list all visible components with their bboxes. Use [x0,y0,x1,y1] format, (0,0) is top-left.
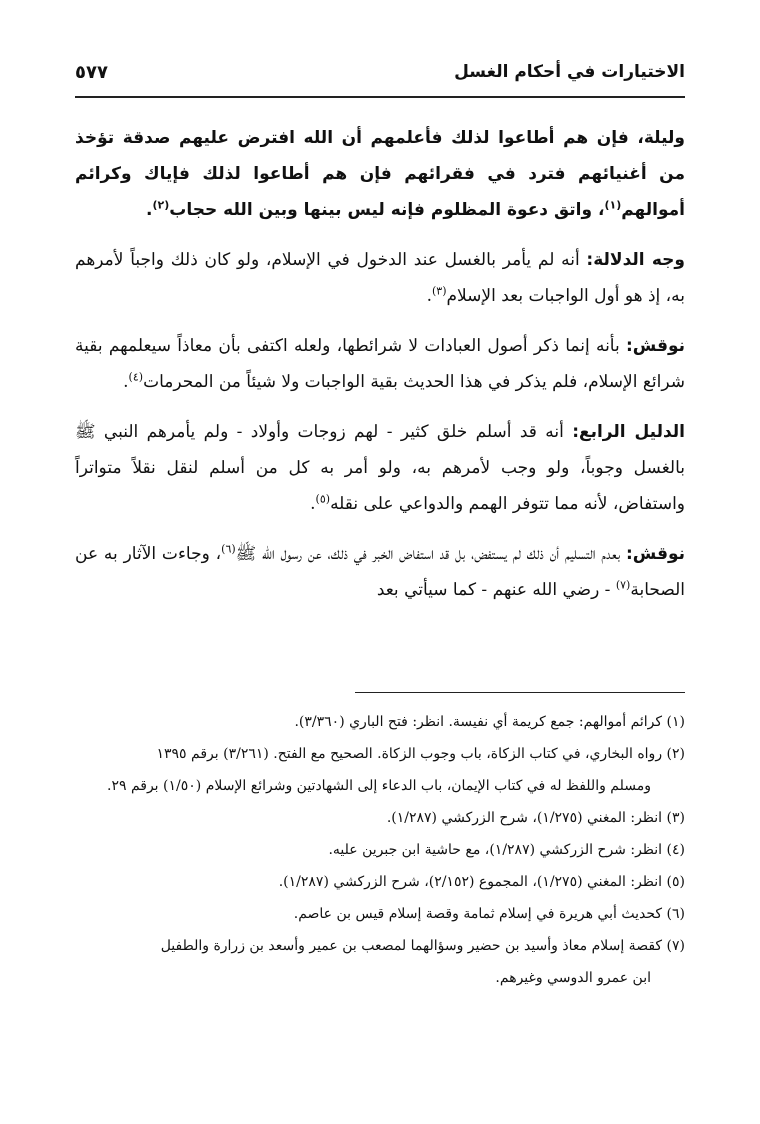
paragraph-text: بعدم التسليم أن ذلك لم يستفض، بل قد استفاض الخبر في ذلك، عن رسول الله ﷺ [235,544,626,564]
footnote-ref[interactable]: (٦) [221,542,236,556]
footnote-continuation: ومسلم واللفظ له في كتاب الإيمان، باب الدعاء إلى الشهادتين وشرائع الإسلام (١/٥٠) برقم ٢٩. [107,778,651,794]
footnote-number: (٥) [666,874,685,890]
footnote-ref[interactable]: (١) [604,198,622,212]
footnote-ref[interactable]: (٥) [315,492,331,506]
paragraph-lead: نوقش: [625,544,685,564]
footnote [75,930,685,962]
paragraph-text: - رضي الله عنهم - كما سيأتي بعد [376,580,616,600]
footnote-text: كرائم أموالهم: جمع كريمة أي نفيسة. انظر: فتح الباري (٣/٣٦٠). [294,714,663,730]
footnote-number: (٢) [666,746,685,762]
paragraph-fourth-evidence [75,414,685,522]
footnote-number: (٦) [666,906,685,922]
paragraph-text: بأنه إنما ذكر أصول العبادات لا شرائطها، ولعله اكتفى بأن معاذاً سيعلمهم بقية شرائع الإسلام، فلم يذكر في هذا الحديث بقية الواجبات ولا شيئاً من المحرمات [75,336,685,392]
paragraph-hadith [75,120,685,228]
footnote-text: انظر: المغني (١/٢٧٥)، شرح الزركشي (١/٢٨٧). [386,810,663,826]
footnote [75,706,685,738]
paragraph-text: . [426,286,432,306]
footnote-ref[interactable]: (٧) [615,578,631,592]
footnote-ref[interactable]: (٢) [152,198,170,212]
paragraph-text: . [310,494,316,514]
footnote-ref[interactable]: (٤) [128,370,144,384]
footnote-number: (١) [666,714,685,730]
paragraph-text: ، وجاءت الآثار به عن الصحابة [75,544,685,600]
footnote [75,898,685,930]
main-text [75,120,685,622]
paragraph-text: . [146,200,153,220]
footnote-number: (٤) [666,842,685,858]
paragraph-text: وليلة، فإن هم أطاعوا لذلك فأعلمهم أن الله افترض عليهم صدقة تؤخذ من أغنيائهم فترد في فقرائهم فإن هم أطاعوا لذلك فإياك وكرائم أموالهم [75,128,685,220]
footnote-text: كقصة إسلام معاذ وأسيد بن حضير وسؤالهما لمصعب بن عمير وأسعد بن زرارة والطفيل [160,938,663,954]
paragraph-text: . [123,372,129,392]
paragraph-lead: الدليل الرابع: [572,422,685,442]
footnote [75,834,685,866]
paragraph-lead: نوقش: [625,336,685,356]
footnote-text: رواه البخاري، في كتاب الزكاة، باب وجوب الزكاة. الصحيح مع الفتح. (٣/٢٦١) برقم ١٣٩٥ [156,746,663,762]
footnote-text: كحديث أبي هريرة في إسلام ثمامة وقصة إسلام قيس بن عاصم. [293,906,663,922]
page-number: ٥٧٧ [75,62,108,83]
footnote-ref[interactable]: (٣) [431,284,447,298]
footnote [75,738,685,770]
header-title: الاختيارات في أحكام الغسل [454,62,685,82]
footnotes [75,706,685,994]
paragraph-evidence [75,242,685,314]
footnote [75,866,685,898]
running-header [75,56,685,98]
paragraph-text: أنه لم يأمر بالغسل عند الدخول في الإسلام، ولو كان ذلك واجباً لأمرهم به، إذ هو أول الواجبات بعد الإسلام [75,250,685,306]
paragraph-text: ، واتق دعوة المظلوم فإنه ليس بينها وبين الله حجاب [169,200,605,220]
footnote-number: (٣) [666,810,685,826]
footnote-separator [355,692,685,693]
paragraph-objection-2 [75,536,685,608]
footnote-number: (٧) [666,938,685,954]
footnote-continuation: ابن عمرو الدوسي وغيرهم. [495,970,651,986]
paragraph-lead: وجه الدلالة: [586,250,685,270]
paragraph-text: أنه قد أسلم خلق كثير - لهم زوجات وأولاد - ولم يأمرهم النبي ﷺ بالغسل وجوباً، ولو وجب لأمرهم به، ولو أمر به كل من أسلم لنقل نقلاً متواتراً واستفاض، لأنه مما تتوفر الهمم والدواعي على نقله [75,422,685,514]
footnote-text: انظر: شرح الزركشي (١/٢٨٧)، مع حاشية ابن جبرين عليه. [328,842,663,858]
footnote [75,802,685,834]
paragraph-objection [75,328,685,400]
footnote-text: انظر: المغني (١/٢٧٥)، المجموع (٢/١٥٢)، شرح الزركشي (١/٢٨٧). [278,874,663,890]
